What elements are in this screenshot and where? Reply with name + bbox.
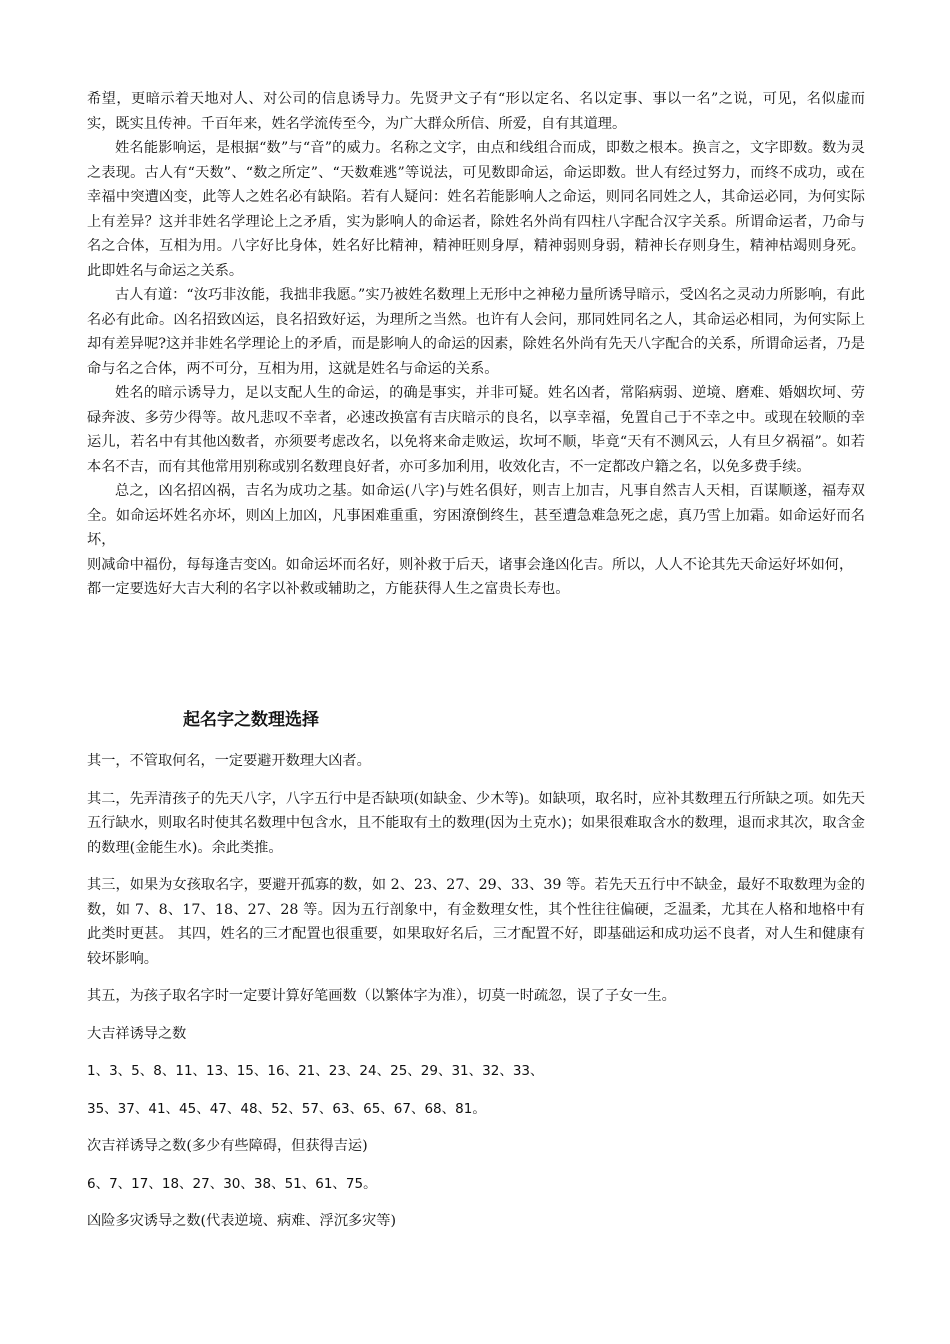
bad-numbers-label: 凶险多灾诱导之数(代表逆境、病难、浮沉多灾等)	[87, 1213, 397, 1229]
intro-paragraph-5-line-2: 则减命中福份，每每逢吉变凶。如命运坏而名好，则补救于后天，诸事会逢凶化吉。所以，人人不论其先天命运好坏如何，	[87, 556, 854, 573]
intro-paragraph-1: 希望，更暗示着天地对人、对公司的信息诱导力。先贤尹文子有“形以定名、名以定事、事以一名”之说，可见，名似虚而实，既实且传神。千百年来，姓名学流传至今，为广大群众所信、所爱，自有其道理。	[87, 91, 865, 132]
intro-text	[87, 87, 865, 602]
great-numbers-label: 大吉祥诱导之数	[87, 1025, 187, 1042]
intro-paragraph-3: 古人有道：“汝巧非汝能，我拙非我愿。”实乃被姓名数理上无形中之神秘力量所诱导暗示，受凶名之灵动力所影响，有此名必有此命。凶名招致凶运，良名招致好运，为理所之当然。也许有人会问，那同姓同名之人，其命运必相同，为何实际上却有差异呢?这并非姓名学理论上的矛盾，而是影响人的命运的因素，除姓名外尚有先天八字配合的关系，所谓命运者，乃是命与名之合体，两不可分，互相为用，这就是姓名与命运的关系。	[87, 287, 865, 377]
rule-item-2: 其二，先弄清孩子的先天八字，八字五行中是否缺项(如缺金、少木等)。如缺项，取名时，应补其数理五行所缺之项。如先天五行缺水，则取名时使其名数理中包含水，且不能取有土的数理(因为土克水)；如果很难取含水的数理，退而求其次，取含金的数理(金能生水)。余此类推。	[87, 790, 865, 856]
section-title: 起名字之数理选择	[183, 710, 319, 730]
intro-paragraph-5-line-1: 总之，凶名招凶祸，吉名为成功之基。如命运(八字)与姓名俱好，则吉上加吉，凡事自然吉人天相，百谋顺遂，福寿双全。如命运坏姓名亦坏，则凶上加凶，凡事困难重重，穷困潦倒终生，甚至遭急难急死之虑，真乃雪上加霜。如命运好而名坏，	[87, 483, 865, 548]
rule-item-3: 其三，如果为女孩取名字，要避开孤寡的数，如 2、23、27、29、33、39 等。若先天五行中不缺金，最好不取数理为金的数，如 7、8、17、18、27、28 等。因为五行剖象中，有金数理女性，其个性往往偏硬，乏温柔，尤其在人格和地格中有此类时更甚。 其四，姓名的三才配置也很重要，如果取好名后，三才配置不好，即基础运和成功运不良者，对人生和健康有较坏影响。	[87, 877, 865, 967]
second-numbers-line: 6、7、17、18、27、30、38、51、61、75。	[87, 1175, 377, 1192]
intro-paragraph-5-line-3: 都一定要选好大吉大利的名字以补救或辅助之，方能获得人生之富贵长寿也。	[87, 581, 570, 597]
great-numbers-line-1: 1、3、5、8、11、13、15、16、21、23、24、25、29、31、32、33、	[87, 1063, 544, 1079]
numerology-section	[87, 749, 865, 1247]
intro-paragraph-2: 姓名能影响运，是根据“数”与“音”的威力。名称之文字，由点和线组合而成，即数之根本。换言之，文字即数。数为灵之表现。古人有“天数”、“数之所定”、“天数难逃”等说法，可见数即命运，命运即数。世人有经过努力，而终不成功，或在幸福中突遭凶变，此等人之姓名必有缺陷。若有人疑问：姓名若能影响人之命运，则同名同姓之人，其命运必同，为何实际上有差异？这并非姓名学理论上之矛盾，实为影响人的命运者，除姓名外尚有四柱八字配合汉字关系。所谓命运者，乃命与名之合体，互相为用。八字好比身体，姓名好比精神，精神旺则身厚，精神弱则身弱，精神长存则身生，精神枯竭则身死。此即姓名与命运之关系。	[87, 140, 865, 279]
rule-item-5: 其五，为孩子取名字时一定要计算好笔画数（以繁体字为准），切莫一时疏忽，误了子女一生。	[87, 988, 676, 1004]
second-numbers-label: 次吉祥诱导之数(多少有些障碍，但获得吉运)	[87, 1138, 368, 1154]
rule-item-1: 其一，不管取何名，一定要避开数理大凶者。	[87, 753, 371, 769]
great-numbers-line-2: 35、37、41、45、47、48、52、57、63、65、67、68、81。	[87, 1100, 486, 1117]
intro-paragraph-4: 姓名的暗示诱导力，足以支配人生的命运，的确是事实，并非可疑。姓名凶者，常陷病弱、逆境、磨难、婚姻坎坷、劳碌奔波、多劳少得等。故凡悲叹不幸者，必速改换富有吉庆暗示的良名，以享幸福，免置自己于不幸之中。或现在较顺的幸运儿，若名中有其他凶数者，亦须要考虑改名，以免将来命走败运，坎坷不顺，毕竟“天有不测风云，人有旦夕祸福”。如若本名不吉，而有其他常用别称或别名数理良好者，亦可多加利用，收效化吉，不一定都改户籍之名，以免多费手续。	[87, 385, 865, 475]
